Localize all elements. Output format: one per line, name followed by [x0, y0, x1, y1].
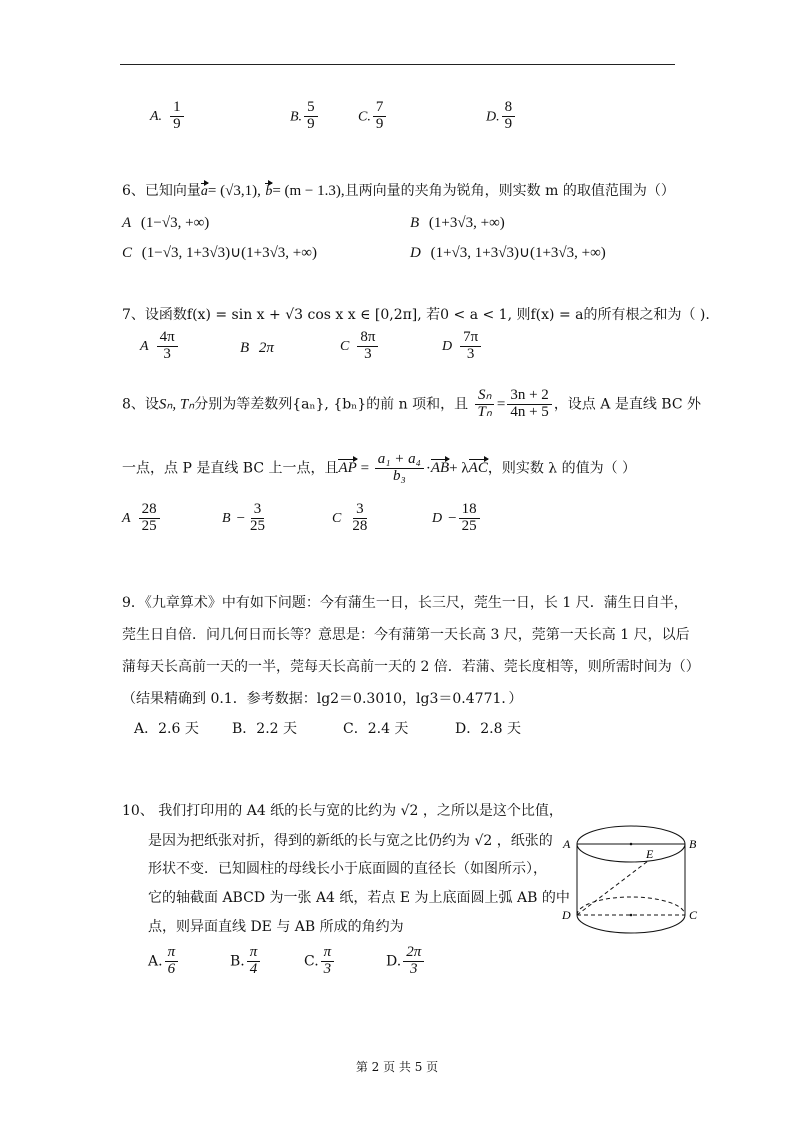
q10-line5: 点，则异面直线 DE 与 AB 所成的角约为	[148, 919, 404, 935]
label-a: A	[563, 837, 571, 851]
q7-stem: 7、设函数f(x) = sin x + √3 cos x x ∈ [0,2π], 若0 < a < 1, 则f(x) = a的所有根之和为（ ).	[122, 307, 710, 323]
q6-stem: 6、已知向量a= (√3,1), b= (m − 1.3),且两向量的夹角为锐角，则实数 m 的取值范围为（）	[122, 183, 675, 199]
q7-option-a: A $\frac{4\pi}{3}$	[140, 330, 180, 363]
header-rule	[120, 64, 675, 65]
page-footer: 第 2 页 共 5 页	[355, 1060, 439, 1074]
q6-option-c: C (1−√3, 1+3√3)∪(1+3√3, +∞)	[122, 245, 317, 261]
q9-option-b: B．2.2 天	[232, 721, 298, 737]
q9-line4: （结果精确到 0.1．参考数据：lg2＝0.3010，lg3＝0.4771．）	[122, 691, 523, 707]
q6-option-a: A (1−√3, +∞)	[122, 215, 210, 231]
q9-option-c: C．2.4 天	[343, 721, 409, 737]
q7-option-c: C $\frac{8\pi}{3}$	[340, 330, 380, 363]
q8-option-b: B − $\frac{3}{25}$	[222, 501, 266, 534]
q8-stem-line2: 一点，点 P 是直线 BC 上一点，且AP = $\frac{\text{a₁ + a₄}}{\text{b₃}}$ ·AB+ λAC，则实数 λ 的值为（ ）	[122, 451, 637, 484]
q8-option-d: D − $\frac{18}{25}$	[432, 502, 482, 535]
q10-option-c: C. $\frac{\pi}{3}$	[304, 945, 336, 978]
q8-option-c: C $\frac{3}{28}$	[332, 501, 368, 534]
label-c: C	[689, 908, 698, 922]
q9-option-d: D．2.8 天	[455, 721, 521, 737]
cylinder-figure	[556, 818, 706, 953]
q5-option-d: D. $\frac{8}{9}$	[486, 100, 517, 133]
q8-option-a: A $\frac{28}{25}$	[122, 502, 162, 535]
q9-line3: 蒲每天长高前一天的一半，莞每天长高前一天的 2 倍．若蒲、莞长度相等，则所需时间为（）	[122, 659, 700, 675]
q5-option-b: B. $\frac{5}{9}$	[290, 100, 320, 133]
q10-option-a: A. $\frac{\pi}{6}$	[148, 945, 180, 978]
label-d: D	[562, 908, 571, 922]
q9-line1: 9．《九章算术》中有如下问题：今有蒲生一日，长三尺，莞生一日，长 1 尺．蒲生日自半，	[122, 595, 688, 611]
label-b: B	[689, 837, 697, 851]
segment-de	[577, 861, 648, 915]
label-e: E	[646, 847, 654, 861]
q10-line3: 形状不变．已知圆柱的母线长小于底面圆的直径长（如图所示），	[148, 861, 547, 877]
q10-option-b: B. $\frac{\pi}{4}$	[230, 945, 262, 978]
q7-option-b: B 2π	[240, 340, 274, 356]
q7-option-d: D $\frac{7\pi}{3}$	[442, 330, 483, 363]
q5-option-a: A. $\frac{1}{9}$	[150, 100, 186, 133]
q5-option-c: C. $\frac{7}{9}$	[358, 100, 388, 133]
q9-line2: 莞生日自倍．问几何日而长等？意思是：今有蒲第一天长高 3 尺，莞第一天长高 1 尺，以后	[122, 627, 690, 643]
bottom-back-arc	[577, 897, 685, 915]
q8-stem-line1: 8、设Sₙ, Tₙ分别为等差数列{aₙ}, {bₙ}的前 n 项和，且 $\frac{\text{Sₙ}}{\text{Tₙ}}$ = $\frac{3n + 2}{4n + 5}$ ，设点 A 是直线 BC 外	[122, 387, 701, 420]
q9-option-a: A．2.6 天	[134, 721, 199, 737]
bottom-front-arc	[577, 915, 685, 933]
q6-option-d: D (1+√3, 1+3√3)∪(1+3√3, +∞)	[410, 245, 606, 261]
q10-line1: 10、 我们打印用的 A4 纸的长与宽的比约为 √2 ，之所以是这个比值，	[122, 803, 563, 819]
q10-option-d: D. $\frac{2\pi}{3}$	[386, 945, 426, 978]
q6-option-b: B (1+3√3, +∞)	[410, 215, 505, 231]
q10-line4: 它的轴截面 ABCD 为一张 A4 纸，若点 E 为上底面圆上弧 AB 的中	[148, 890, 570, 906]
q10-line2: 是因为把纸张对折，得到的新纸的长与宽之比仍约为 √2 ，纸张的	[148, 833, 553, 849]
